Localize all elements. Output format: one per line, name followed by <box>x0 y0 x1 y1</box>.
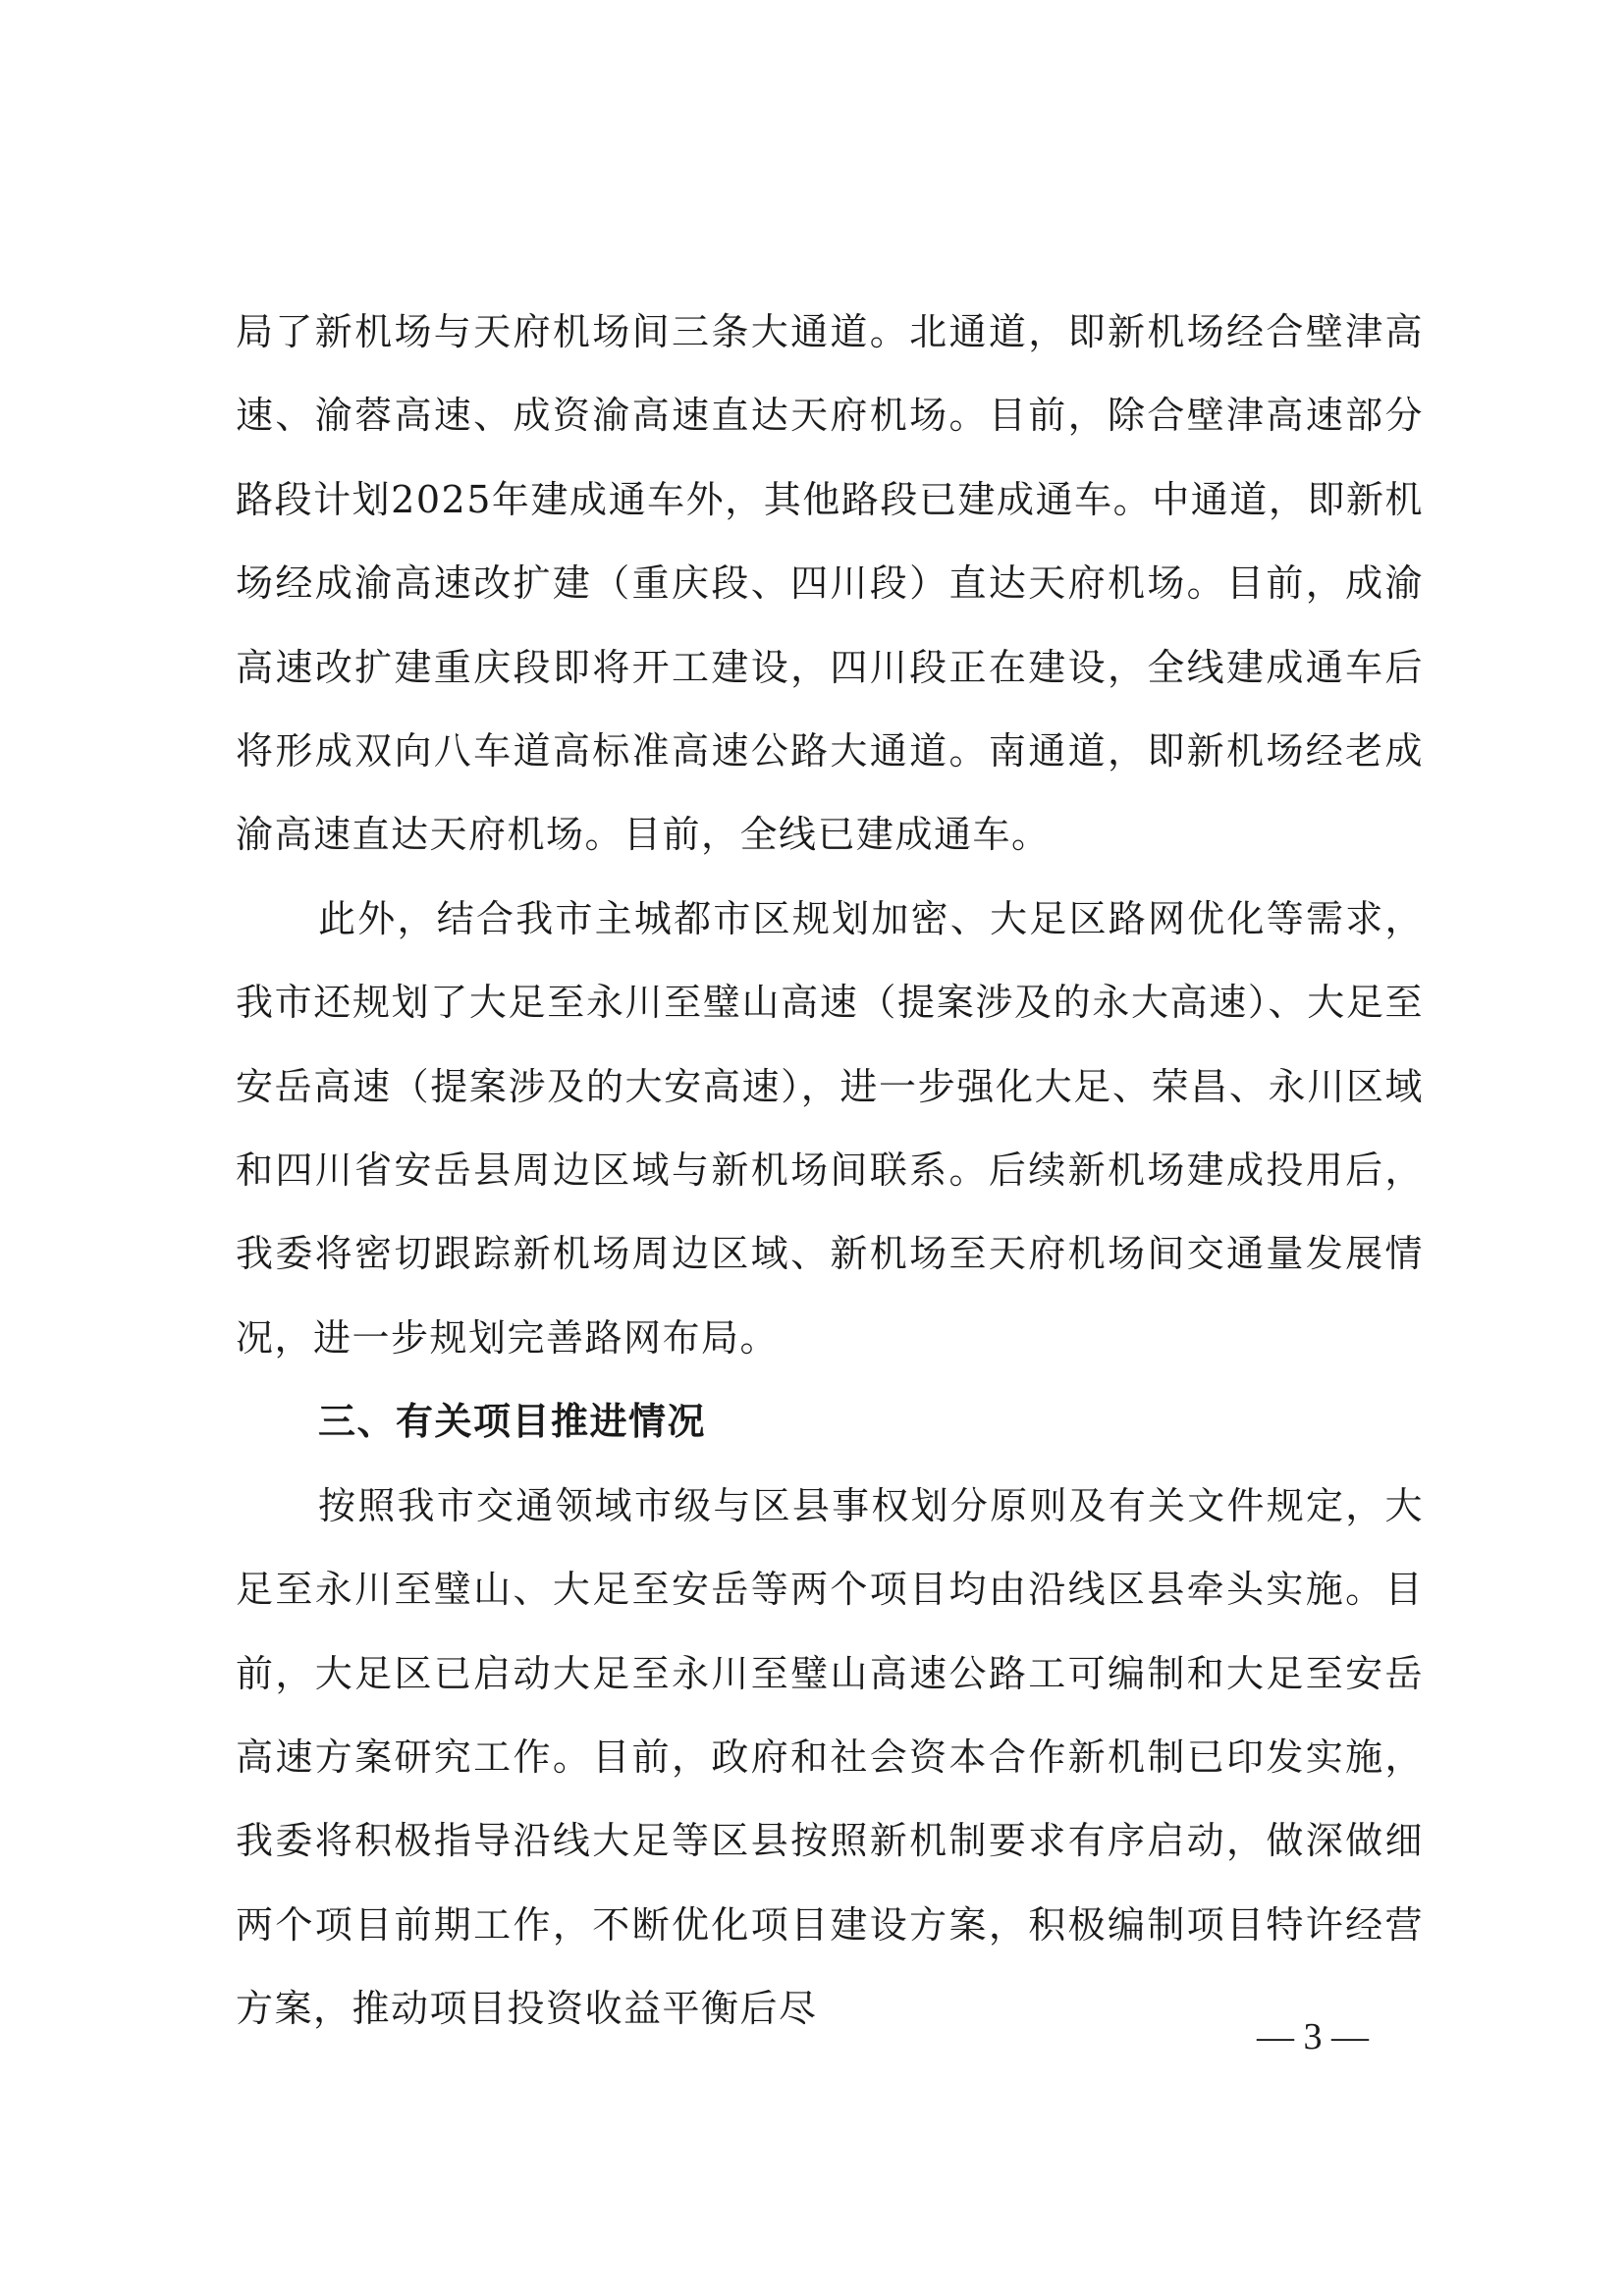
section-heading-project-progress: 三、有关项目推进情况 <box>318 1400 707 1444</box>
paragraph-north-middle-south-channels: 局了新机场与天府机场间三条大通道。北通道，即新机场经合壁津高速、渝蓉高速、成资渝高速直达天府机场。目前，除合壁津高速部分路段计划2025年建成通车外，其他路段已建成通车。中通道，即新机场经成渝高速改扩建（重庆段、四川段）直达天府机场。目前，成渝高速改扩建重庆段即将开工建设，四川段正在建设，全线建成通车后将形成双向八车道高标准高速公路大通道。南通道，即新机场经老成渝高速直达天府机场。目前，全线已建成通车。 <box>236 310 1424 857</box>
paragraph-additional-planning: 此外，结合我市主城都市区规划加密、大足区路网优化等需求，我市还规划了大足至永川至璧山高速（提案涉及的永大高速）、大足至安岳高速（提案涉及的大安高速），进一步强化大足、荣昌、永川区域和四川省安岳县周边区域与新机场间联系。后续新机场建成投用后，我委将密切跟踪新机场周边区域、新机场至天府机场间交通量发展情况，进一步规划完善路网布局。 <box>236 896 1424 1360</box>
paragraph-project-implementation: 按照我市交通领域市级与区县事权划分原则及有关文件规定，大足至永川至璧山、大足至安岳等两个项目均由沿线区县牵头实施。目前，大足区已启动大足至永川至璧山高速公路工可编制和大足至安岳高速方案研究工作。目前，政府和社会资本合作新机制已印发实施，我委将积极指导沿线大足等区县按照新机制要求有序启动，做深做细两个项目前期工作，不断优化项目建设方案，积极编制项目特许经营方案，推动项目投资收益平衡后尽 <box>236 1483 1424 2031</box>
document-body <box>236 291 1424 2052</box>
page-number: — 3 — <box>1257 2016 1369 2057</box>
